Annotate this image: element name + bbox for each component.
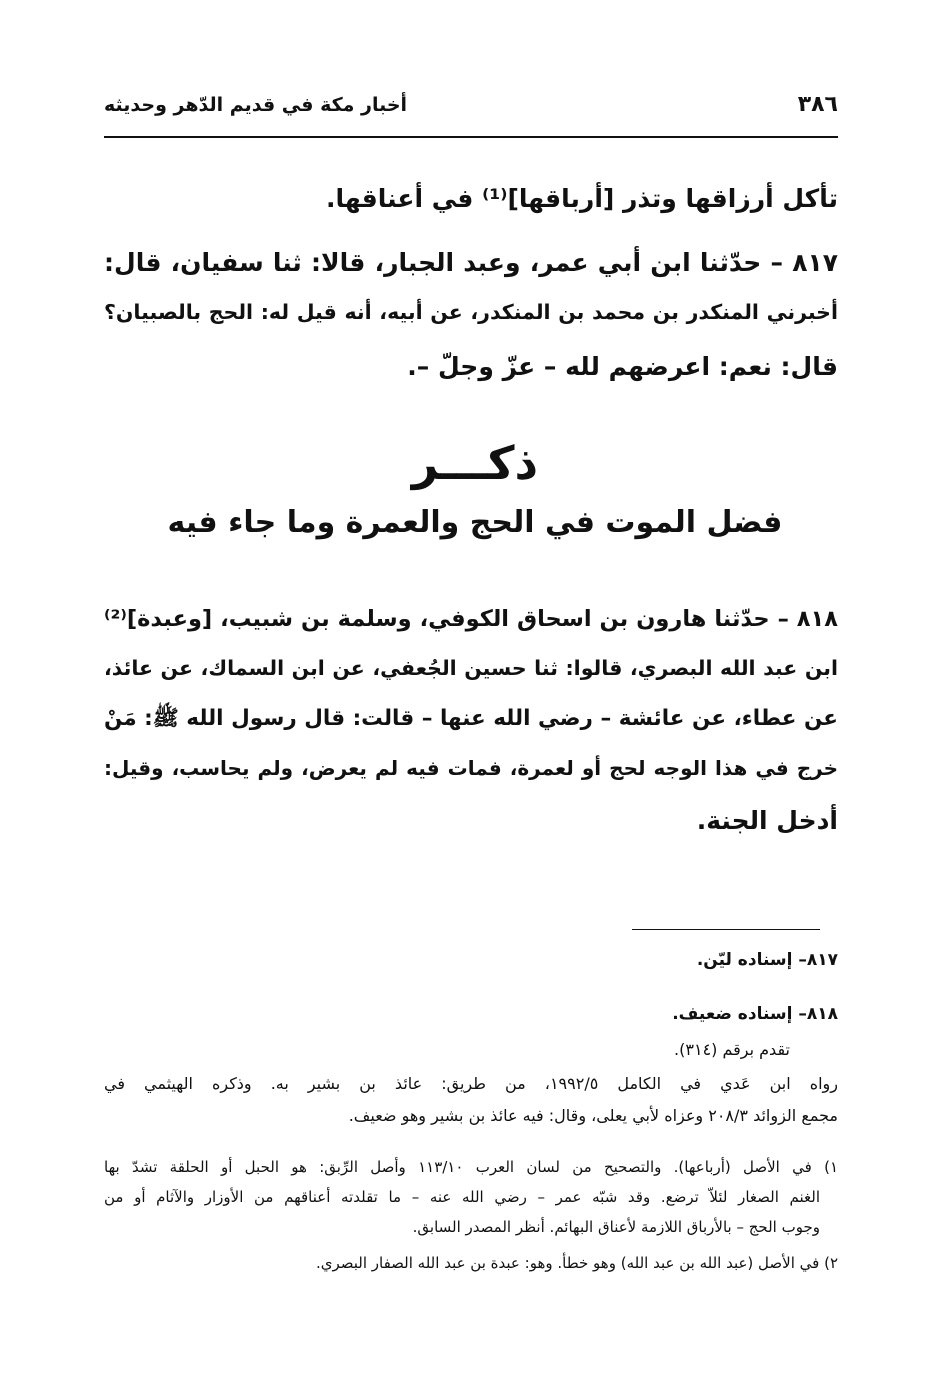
hadith-817-line-1: ٨١٧ – حدّثنا ابن أبي عمر، وعبد الجبار، قالا: ثنا سفيان، قال: [104,248,838,277]
takhrij-817: ٨١٧– إسناده ليّن. [696,950,838,970]
takhrij-818-line-3: مجمع الزوائد ٢٠٨/٣ وعزاه لأبي يعلى، وقال: فيه عائذ بن بشير وهو ضعيف. [348,1106,838,1125]
takhrij-818: ٨١٨– إسناده ضعيف. [672,1004,838,1024]
note-1-line-2: الغنم الصغار لئلاّ ترضع. وقد شبّه عمر – رضي الله عنه – ما تقلدته أعناقهم من الأوزار والآثام أو من [104,1188,820,1206]
takhrij-818-line-2: رواه ابن عَدي في الكامل ١٩٩٢/٥، من طريق: عائذ بن بشير به. وذكره الهيثمي في [104,1074,838,1093]
hadith-818-line-3: عن عطاء، عن عائشة – رضي الله عنها – قالت: قال رسول الله ﷺ: مَنْ [104,706,838,731]
continuation-line: تأكل أرزاقها وتذر [أرباقها]⁽¹⁾ في أعناقها. [326,184,838,213]
section-heading-word: ذكـــر [411,436,539,490]
page-number: ٣٨٦ [797,92,838,117]
hadith-818-line-4: خرج في هذا الوجه لحج أو لعمرة، فمات فيه لم يعرض، ولم يحاسب، وقيل: [104,756,838,780]
hadith-818-line-1: ٨١٨ – حدّثنا هارون بن اسحاق الكوفي، وسلمة بن شبيب، [وعبدة]⁽²⁾ [104,606,838,632]
hadith-817-line-3: قال: نعم: اعرضهم لله – عزّ وجلّ –. [407,352,838,381]
hadith-817-line-2: أخبرني المنكدر بن محمد بن المنكدر، عن أبيه، أنه قيل له: الحج بالصبيان؟ [104,300,838,324]
running-title: أخبار مكة في قديم الدّهر وحديثه [104,94,408,116]
note-1-line-3: وجوب الحج – بالأرباق اللازمة لأعناق البهائم. أنظر المصدر السابق. [412,1218,820,1236]
header-divider [104,136,838,138]
hadith-818-line-5: أدخل الجنة. [696,806,838,835]
note-1-line-1: ١) في الأصل (أرباعها). والتصحيح من لسان العرب ١١٣/١٠ وأصل الرِّبق: هو الحبل أو الحلقة تشدّ بها [104,1158,838,1176]
note-2: ٢) في الأصل (عبد الله بن عبد الله) وهو خطأ. وهو: عبدة بن عبد الله الصفار البصري. [315,1254,838,1272]
takhrij-818-line-1: تقدم برقم (٣١٤). [674,1040,790,1059]
hadith-818-line-2: ابن عبد الله البصري، قالوا: ثنا حسين الجُعفي، عن ابن السماك، عن عائذ، [104,656,838,680]
footnote-divider [632,929,820,930]
section-title: فضل الموت في الحج والعمرة وما جاء فيه [167,505,783,540]
